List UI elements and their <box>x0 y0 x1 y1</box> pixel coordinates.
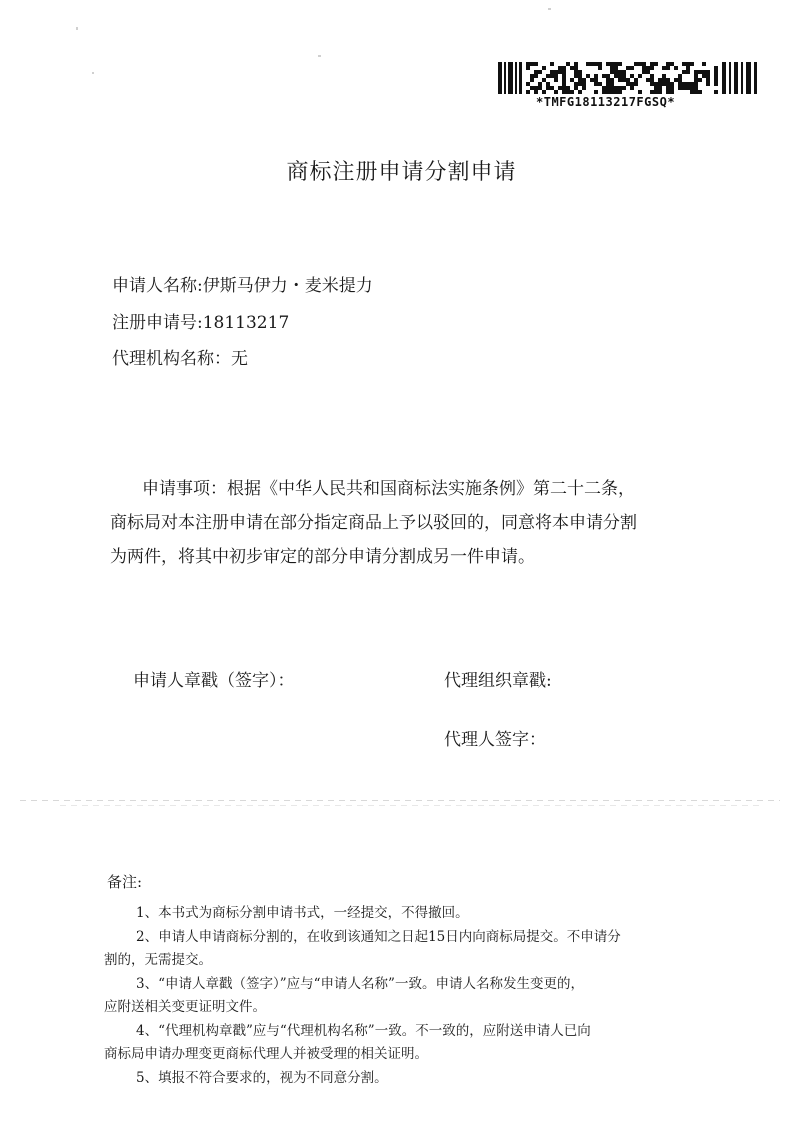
notes-title: 备注: <box>107 873 143 891</box>
note-line: 4、“代理机构章戳”应与“代理机构名称”一致。不一致的，应附送申请人已向 <box>136 1022 591 1039</box>
application-matter <box>110 472 682 574</box>
note-line: 应附送相关变更证明文件。 <box>104 999 266 1015</box>
agency-seal-label: 代理组织章戳: <box>444 671 552 691</box>
application-number-line: 注册申请号:18113217 <box>112 313 290 333</box>
note-line: 3、“申请人章戳（签字）”应与“申请人名称”一致。申请人名称发生变更的， <box>136 975 584 992</box>
matter-line: 商标局对本注册申请在部分指定商品上予以驳回的，同意将本申请分割 <box>110 513 637 533</box>
scan-artifact-line <box>20 800 780 801</box>
note-line: 2、申请人申请商标分割的，在收到该通知之日起15日内向商标局提交。不申请分 <box>136 928 621 945</box>
scan-speck <box>318 55 321 57</box>
applicant-name-line: 申请人名称:伊斯马伊力・麦米提力 <box>112 276 373 296</box>
barcode-text: *TMFG18113217FGSQ* <box>536 95 676 109</box>
note-line: 割的，无需提交。 <box>104 952 212 968</box>
agency-name-line: 代理机构名称：无 <box>112 349 248 369</box>
barcode <box>498 62 760 114</box>
note-line: 1、本书式为商标分割申请书式，一经提交，不得撤回。 <box>136 905 469 921</box>
document-title: 商标注册申请分割申请 <box>286 160 517 185</box>
notes-list <box>104 902 704 1090</box>
scan-speck <box>76 27 78 30</box>
note-line: 商标局申请办理变更商标代理人并被受理的相关证明。 <box>104 1046 428 1062</box>
matter-line: 为两件，将其中初步审定的部分申请分割成另一件申请。 <box>110 547 535 567</box>
scan-artifact-line <box>60 805 760 806</box>
matter-line: 申请事项：根据《中华人民共和国商标法实施条例》第二十二条， <box>142 479 635 499</box>
scan-speck <box>548 8 551 10</box>
scan-speck <box>92 72 94 74</box>
barcode-bars <box>498 62 760 94</box>
note-line: 5、填报不符合要求的，视为不同意分割。 <box>136 1069 388 1086</box>
agent-signature-label: 代理人签字： <box>444 730 546 750</box>
applicant-seal-label: 申请人章戳（签字）： <box>133 671 295 691</box>
